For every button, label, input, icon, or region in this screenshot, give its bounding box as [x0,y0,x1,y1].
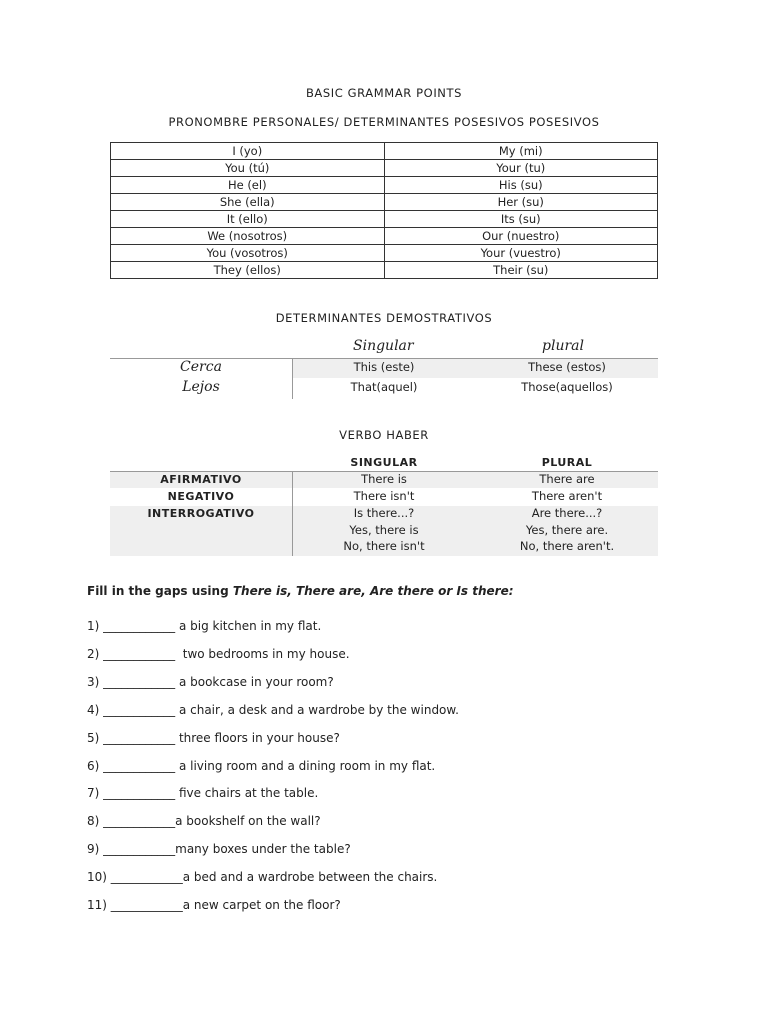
instructions-prefix: Fill in the gaps using [87,584,233,598]
instructions-options: There is, There are, Are there or Is there: [232,584,514,598]
demo-row-far: Lejos [182,379,220,395]
demo-row-near: Cerca [180,359,222,375]
exercise-item: 6) ____________ a living room and a dining room in my flat. [87,759,436,773]
exercise-item: 2) ____________ two bedrooms in my house. [87,647,350,661]
table-row [111,194,658,211]
table-cell: Your (vuestro) [384,245,658,262]
exercise-item: 8) ____________a bookshelf on the wall? [87,814,321,828]
haber-heading: VERBO HABER [339,428,429,442]
haber-no-plural: No, there aren't. [519,539,615,553]
demo-far-singular: That(aquel) [350,380,418,394]
table-cell: She (ella) [111,194,385,211]
table-row [111,245,658,262]
haber-no-singular: No, there isn't [343,539,425,553]
page-title: BASIC GRAMMAR POINTS [305,86,463,100]
table-cell: It (ello) [111,211,385,228]
haber-question-plural: Are there...? [531,506,603,520]
exercise-item: 1) ____________ a big kitchen in my flat. [87,619,322,633]
demo-far-plural: Those(aquellos) [521,380,613,394]
table-row [111,228,658,245]
haber-affirmative-singular: There is [361,472,407,486]
demo-near-singular: This (este) [353,360,415,374]
exercise-item: 5) ____________ three floors in your house? [87,731,340,745]
pronouns-heading: PRONOMBRE PERSONALES/ DETERMINANTES POSESIVOS POSESIVOS [168,115,600,129]
haber-row-interrogative: INTERROGATIVO [147,507,255,520]
exercise-item: 10) ____________a bed and a wardrobe between the chairs. [87,870,438,884]
table-cell: Our (nuestro) [384,228,658,245]
table-row [111,143,658,160]
exercise-item: 11) ____________a new carpet on the floor? [87,898,341,912]
table-cell: Your (tu) [384,160,658,177]
haber-row-negative: NEGATIVO [167,490,235,503]
exercise-item: 3) ____________ a bookcase in your room? [87,675,334,689]
haber-affirmative-plural: There are [539,472,595,486]
table-cell: Her (su) [384,194,658,211]
table-row [111,211,658,228]
table-cell: I (yo) [111,143,385,160]
table-cell: They (ellos) [111,262,385,279]
table-cell: You (vosotros) [111,245,385,262]
exercise-instructions [87,584,514,598]
haber-negative-plural: There aren't [531,489,603,503]
table-row [111,177,658,194]
haber-yes-plural: Yes, there are. [525,523,609,537]
haber-col-plural: PLURAL [541,456,593,469]
table-cell: He (el) [111,177,385,194]
exercise-item: 9) ____________many boxes under the table? [87,842,351,856]
table-cell: Their (su) [384,262,658,279]
haber-col-singular: SINGULAR [350,456,418,469]
demonstratives-heading: DETERMINANTES DEMOSTRATIVOS [275,311,493,325]
demo-col-plural: plural [542,338,584,354]
table-cell: Its (su) [384,211,658,228]
haber-yes-singular: Yes, there is [349,523,419,537]
table-cell: We (nosotros) [111,228,385,245]
exercise-item: 7) ____________ five chairs at the table. [87,786,319,800]
table-cell: His (su) [384,177,658,194]
pronouns-table [110,142,658,279]
exercise-item: 4) ____________ a chair, a desk and a wardrobe by the window. [87,703,459,717]
haber-negative-singular: There isn't [353,489,415,503]
haber-question-singular: Is there...? [353,506,415,520]
demo-near-plural: These (estos) [528,360,606,374]
table-row [111,160,658,177]
table-cell: My (mi) [384,143,658,160]
table-cell: You (tú) [111,160,385,177]
haber-row-affirmative: AFIRMATIVO [160,473,242,486]
table-row [111,262,658,279]
demo-col-singular: Singular [353,338,414,354]
